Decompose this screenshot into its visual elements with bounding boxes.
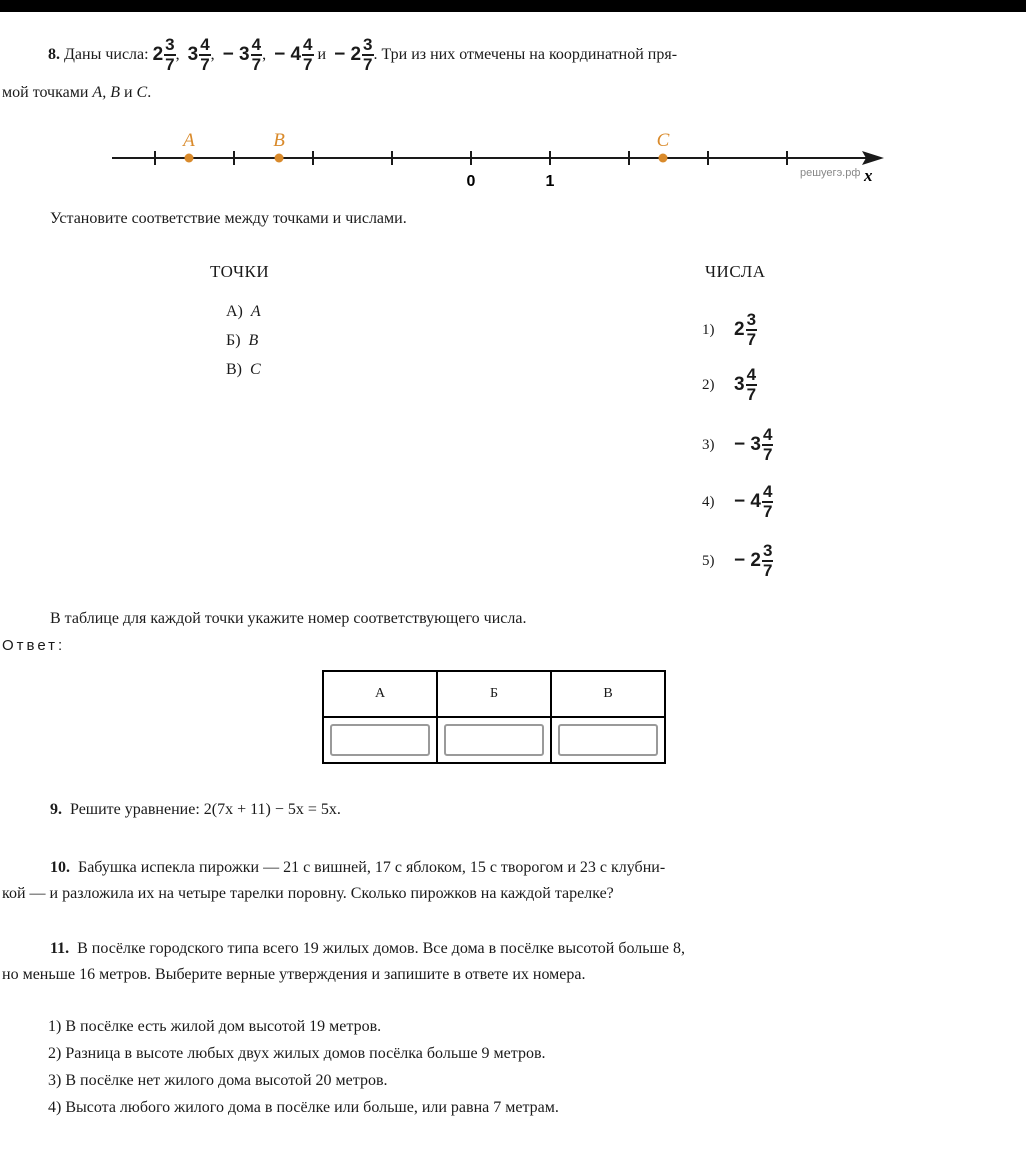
- numbers-item-value-fraction: [762, 483, 773, 521]
- q10-number: 10.: [50, 859, 70, 876]
- points-item-letter: В): [226, 361, 250, 378]
- q11-option-3: 3) В посёлке нет жилого дома высотой 20 метров.: [48, 1072, 388, 1089]
- numbers-item-value-denominator: 7: [762, 502, 773, 521]
- q10-line2: кой — и разложила их на четыре тарелки поровну. Сколько пирожков на каждой тарелке?: [2, 885, 614, 902]
- q8-number-2-numerator: 4: [200, 35, 210, 54]
- answer-header-b: Б: [437, 671, 551, 717]
- q8-number-separator: ,: [210, 46, 223, 63]
- q11-option-4: 4) Высота любого жилого дома в посёлке или больше, или равна 7 метрам.: [48, 1099, 559, 1116]
- q11-option-1: 1) В посёлке есть жилой дом высотой 19 метров.: [48, 1018, 382, 1035]
- numbers-item-value: [734, 483, 773, 521]
- numbers-item-value-denominator: 7: [762, 561, 773, 580]
- numbers-item-value: [734, 311, 757, 349]
- q8-number-4-denominator: 7: [303, 55, 313, 74]
- q10-line1: [50, 859, 665, 877]
- point-label-b: B: [273, 130, 285, 151]
- numbers-item-value-fraction: [746, 311, 757, 349]
- q8-line2-end: .: [147, 84, 152, 101]
- numbers-item-index: 4): [702, 493, 715, 510]
- numbers-item-index: 2): [702, 376, 715, 393]
- point-a: [184, 154, 193, 163]
- numbers-item: [702, 483, 773, 521]
- q9-number: 9.: [50, 801, 62, 818]
- numbers-item: [702, 311, 757, 349]
- q8-number-4-whole: − 4: [274, 44, 302, 65]
- number-line: [0, 0, 1026, 200]
- q8-line2-points: A, B: [92, 84, 120, 101]
- points-item-letter: Б): [226, 332, 249, 349]
- q8-number-4-numerator: 4: [303, 35, 313, 54]
- q8-number-3-whole: − 3: [222, 44, 250, 65]
- numbers-item-value: [734, 542, 773, 580]
- q8-line2-and: и: [123, 84, 133, 101]
- answer-cell-c: [551, 717, 665, 763]
- q8-number-5-whole: − 2: [334, 44, 362, 65]
- q8-instruction: Установите соответствие между точками и числами.: [50, 210, 407, 227]
- q8-number-separator: ,: [175, 46, 188, 63]
- point-label-c: C: [656, 130, 670, 151]
- label-one: 1: [545, 173, 555, 190]
- q8-number-1-whole: 2: [152, 44, 164, 65]
- points-item: [226, 303, 261, 321]
- answer-header-c: В: [551, 671, 665, 717]
- numbers-item: [702, 426, 773, 464]
- q11-line1: [50, 940, 685, 958]
- answer-input-b[interactable]: [444, 724, 544, 756]
- q8-number-separator: ,: [262, 46, 275, 63]
- numbers-item-value-numerator: 3: [746, 310, 757, 329]
- numbers-item-value-whole: − 2: [734, 550, 761, 571]
- q8-number: 8.: [48, 46, 60, 63]
- numbers-item-value-denominator: 7: [746, 385, 757, 404]
- point-b: [275, 154, 284, 163]
- numbers-item: [702, 366, 757, 404]
- point-label-a: A: [183, 130, 195, 151]
- numbers-item-value: [734, 426, 773, 464]
- q11-line1-text: В посёлке городского типа всего 19 жилых домов. Все дома в посёлке высотой больше 8,: [77, 940, 685, 957]
- q8-number-3-denominator: 7: [251, 55, 262, 74]
- q10-line1-text: Бабушка испекла пирожки — 21 с вишней, 17 с яблоком, 15 с творогом и 23 с клубни-: [78, 859, 666, 876]
- answer-table: [322, 670, 666, 764]
- numbers-item-value-numerator: 4: [762, 425, 773, 444]
- numbers-item: [702, 542, 773, 580]
- points-item: [226, 332, 258, 350]
- q8-table-note: В таблице для каждой точки укажите номер соответствующего числа.: [50, 610, 527, 627]
- points-header: ТОЧКИ: [210, 262, 270, 281]
- label-zero: 0: [466, 173, 476, 190]
- axis-x-label: x: [864, 166, 873, 185]
- numbers-item-index: 3): [702, 436, 715, 453]
- answer-header-a: А: [323, 671, 437, 717]
- answer-cell-b: [437, 717, 551, 763]
- numbers-item-value-whole: 3: [734, 374, 745, 395]
- q8-number-3-numerator: 4: [251, 35, 262, 54]
- points-item: [226, 361, 261, 379]
- answer-input-a[interactable]: [330, 724, 430, 756]
- points-item-point: C: [250, 361, 261, 378]
- q9: [50, 801, 341, 819]
- q8-number-1-numerator: 3: [165, 35, 175, 54]
- points-item-point: A: [250, 303, 261, 320]
- q11-option-2: 2) Разница в высоте любых двух жилых домов посёлка больше 9 метров.: [48, 1045, 546, 1062]
- numbers-header: ЧИСЛА: [705, 262, 766, 281]
- numbers-item-value-denominator: 7: [762, 445, 773, 464]
- answer-label: Ответ:: [2, 637, 66, 654]
- q8-intro: Даны числа:: [64, 46, 149, 63]
- q8-number-1-denominator: 7: [165, 55, 175, 74]
- numbers-item-value-whole: 2: [734, 319, 745, 340]
- q8-and-word: и: [313, 46, 335, 63]
- q8-number-5-numerator: 3: [363, 35, 373, 54]
- numbers-item-value-numerator: 4: [746, 365, 757, 384]
- points-item-point: B: [248, 332, 259, 349]
- numbers-item-value: [734, 366, 757, 404]
- q8-line2-start: мой точками: [2, 84, 89, 101]
- q8-number-2-denominator: 7: [200, 55, 210, 74]
- answer-input-c[interactable]: [558, 724, 658, 756]
- q9-text: Решите уравнение: 2(7x + 11) − 5x = 5x.: [70, 801, 341, 818]
- numbers-item-index: 5): [702, 552, 715, 569]
- q8-number-5-denominator: 7: [363, 55, 373, 74]
- numbers-item-value-fraction: [762, 542, 773, 580]
- answer-cell-a: [323, 717, 437, 763]
- numbers-item-value-numerator: 4: [762, 482, 773, 501]
- q8-line2-c: C: [136, 84, 148, 101]
- watermark: решуегэ.рф: [800, 167, 861, 179]
- q8-number-2-whole: 3: [187, 44, 199, 65]
- numbers-item-value-fraction: [762, 426, 773, 464]
- point-c: [658, 154, 667, 163]
- numbers-item-value-numerator: 3: [762, 541, 773, 560]
- numbers-item-value-whole: − 4: [734, 491, 761, 512]
- numbers-item-value-fraction: [746, 366, 757, 404]
- q11-line2: но меньше 16 метров. Выберите верные утверждения и запишите в ответе их номера.: [2, 966, 586, 983]
- numbers-item-value-whole: − 3: [734, 434, 761, 455]
- numbers-item-value-denominator: 7: [746, 330, 757, 349]
- answer-input-row: [323, 717, 665, 763]
- q11-number: 11.: [50, 940, 70, 957]
- numbers-item-index: 1): [702, 321, 715, 338]
- q8-tail: . Три из них отмечены на координатной пря-: [373, 46, 678, 63]
- answer-header-row: [323, 671, 665, 717]
- points-item-letter: А): [226, 303, 251, 320]
